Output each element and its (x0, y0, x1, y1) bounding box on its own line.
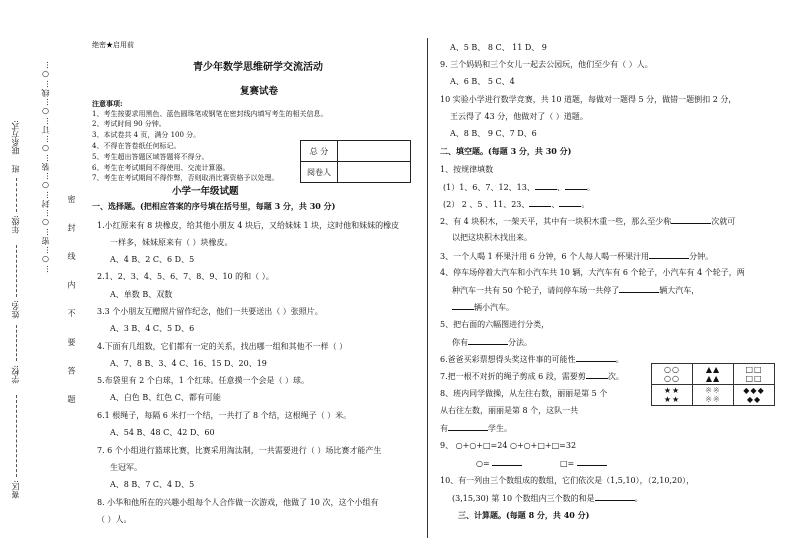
f8-text: 8、班内同学做操，从左往右数，丽丽是第 5 个 (440, 389, 608, 398)
section-choice: 一、选择题。(把相应答案的序号填在括号里，每题 3 分，共 30 分) (92, 201, 336, 211)
q7-text: 7. 6 个小组进行篮球比赛，比赛采用淘汰制，一共需要进行（ ）场比赛才能产生 (97, 446, 382, 455)
f5-text-b-a: 你有 (452, 338, 468, 347)
f8-blank[interactable] (448, 422, 488, 431)
f4-text-b (452, 284, 699, 296)
f3-blank[interactable] (649, 250, 689, 259)
f9-text: 9、 ○+○+□=24 ○+○+□+□=32 (440, 441, 577, 450)
f4-blank-2[interactable] (452, 301, 474, 310)
f1a-text: (1）1、6、7、12、13、 (443, 183, 535, 192)
grid-cell-diamonds (734, 385, 775, 406)
grader-label: 阅卷人 (301, 162, 338, 183)
f5-text-b-post: 分法。 (508, 338, 532, 347)
f9-blank-1[interactable] (492, 457, 522, 466)
f1-text: 1、按规律填数 (440, 165, 494, 174)
exam-subtitle: 复赛试卷 (240, 86, 279, 97)
school-line (16, 325, 17, 361)
q2-options: A、单数 B、双数 (110, 290, 173, 299)
grid-cell-squares (734, 364, 775, 385)
q1-options: A、4 B、2 C、6 D、5 (110, 255, 195, 264)
f7-blank[interactable] (586, 370, 608, 379)
q7-options: A、8 B、7 C、4 D、5 (110, 480, 195, 489)
f6-text-a: 6.爸爸买彩票想得头奖这件事的可能性 (440, 355, 576, 364)
squares-icon: □□ □□ (745, 365, 763, 383)
name-line (16, 245, 17, 297)
score-table (300, 140, 411, 183)
secret-mark: 绝密★启用前 (92, 41, 134, 49)
f7-text-post: 次。 (607, 372, 624, 381)
grid-cell-marks (693, 385, 734, 406)
section-fill: 二、填空题。(每题 3 分，共 30 分) (440, 146, 572, 156)
shape-grid (651, 363, 775, 406)
f8-text-b: 从右往左数，丽丽是第 8 个，这队一共 (440, 406, 579, 415)
f5-blank[interactable] (468, 336, 508, 345)
f10-text: 10、有一列由三个数组成的数组，它们依次是（1,5,10），（2,10,20）， (440, 476, 695, 485)
note-4: 4、不得在答卷纸任何标记。 (92, 142, 181, 150)
grid-cell-triangles (693, 364, 734, 385)
note-6: 6、考生在考试期间不得使用、交流计算器。 (92, 164, 230, 172)
f1b-blank-1[interactable] (529, 198, 551, 207)
q10-text: 10 实验小学进行数学竞赛，共 10 道题，每做对一题得 5 分，做错一题倒扣 2 分， (440, 95, 737, 104)
reference-marks-icon: ※※ ※※ (705, 386, 721, 404)
note-7: 7、考生在考试期间不得作弊，否则取消比赛资格予以处理。 (92, 174, 279, 182)
level-title: 小学一年级试题 (172, 186, 239, 197)
grid-cell-circles (652, 364, 693, 385)
f6-text: 6.爸爸买彩票想得头奖这件事的可能性 。 (440, 355, 624, 364)
f2-text-a: 2、有 4 块积木，一架天平，其中有一块积木重一些，那么至少称 (440, 217, 672, 226)
note-5: 5、考生超出答题区域答题将不得分。 (92, 153, 209, 161)
class-label: 班 (11, 165, 20, 173)
q6-options: A、54 B、48 C、42 D、60 (110, 428, 215, 437)
diamonds-icon: ◆◆◆ ◆◆ (743, 386, 765, 404)
f10-text-b-a: (3,15,30) 第 10 个数组内三个数的和是 (452, 494, 595, 503)
q8-text: 8. 小华和他所在的兴趣小组每个人合作做一次游戏，他做了 10 次，这个小组有 (97, 498, 379, 507)
name-label: 姓名: (11, 300, 20, 319)
f4-blank-1[interactable] (619, 284, 659, 293)
f1b: (2） 2 、5 、11、23、 、 。 (443, 200, 590, 209)
f9-answer-a-label: ○= (476, 459, 490, 468)
f3-text-post: 分钟。 (689, 252, 714, 261)
note-3: 3、本试卷共 4 页，满分 100 分。 (92, 131, 201, 139)
note-2: 2、考试时间 90 分钟。 (92, 120, 166, 128)
notes-title: 注意事项: (92, 99, 123, 108)
q8-options: A、5 B、 8 C、 11 D、 9 (450, 43, 547, 52)
score-total-label: 总 分 (301, 141, 338, 162)
circles-icon: ○○ ○○ (664, 365, 680, 383)
f2-text (440, 215, 735, 227)
q3-options: A、3 B、4 C、5 D、6 (110, 324, 195, 333)
f9-answer-b-label: □= (560, 459, 575, 468)
f8-text-c (440, 422, 512, 434)
seal-warning: 密 封 线 内 不 要 答 题 (67, 195, 76, 412)
f10-blank[interactable] (595, 492, 635, 501)
q3-text: 3.3 个小朋友互赠照片留作纪念，他们一共要送出（ ）张照片。 (97, 307, 323, 316)
exam-area-line (16, 395, 17, 477)
f3-text (440, 250, 713, 262)
f4-text-b-a: 种汽车一共有 50 个轮子，请问停车场一共停了 (452, 286, 620, 295)
f10-text-b: (3,15,30) 第 10 个数组内三个数的和是 。 (452, 494, 643, 503)
f3-text-a: 3、一个人喝 1 杯果汁用 6 分钟，6 个人每人喝一杯果汁用 (440, 252, 650, 261)
note-1: 1、考生按要求用黑色、蓝色圆珠笔或钢笔在密封线内填写考生的相关信息。 (92, 110, 328, 118)
f2-text-b: 以把这块积木找出来。 (452, 233, 532, 242)
f8-text-c-post: 学生。 (488, 424, 512, 433)
triangles-icon: ▲▲ ▲▲ (705, 365, 721, 383)
f1a: (1）1、6、7、12、13、 、 。 (443, 183, 595, 192)
grid-cell-stars (652, 385, 693, 406)
q5-text: 5.布袋里有 2 个白球，1 个红球。任意摸一个会是（ ）球。 (97, 376, 309, 385)
f1a-blank-1[interactable] (535, 181, 557, 190)
stars-icon: ★★ ★★ (663, 386, 681, 404)
column-divider (427, 38, 428, 538)
f2-text-post: 次就可 (711, 217, 736, 226)
grade-line (16, 178, 17, 212)
exam-area-label: 赛区: (11, 480, 20, 499)
f8-text-c-a: 有 (440, 424, 448, 433)
f2-blank[interactable] (671, 215, 711, 224)
grader-cell[interactable] (338, 162, 411, 183)
q8-text-b: （ ）人。 (97, 515, 132, 524)
f4-text: 4、停车场停着大汽车和小汽车共 10 辆，大汽车有 6 个轮子，小汽车有 4 个轮子，两 (440, 268, 745, 277)
f9-answer-b (560, 457, 607, 468)
q1-text: 1.小红原来有 8 块橡皮，给其他小朋友 4 块后，又给妹妹 1 块，这时他和妹妹的橡皮 (97, 221, 400, 230)
f4-text-c (452, 301, 514, 313)
f9-answer-a (476, 457, 522, 468)
f4-text-b-post: 辆大汽车， (659, 286, 700, 295)
q10-options: A、8 B、 9 C、7 D、6 (450, 129, 537, 138)
q5-options: A、白色 B、红色 C、都有可能 (110, 393, 221, 402)
q10-text-b: 王云得了 43 分，他做对了（ ）道题。 (450, 112, 588, 121)
q9-text: 9. 三个妈妈和三个女儿一起去公园玩，他们至少有（ ）人。 (440, 60, 653, 69)
score-total-cell[interactable] (338, 141, 411, 162)
q7-text-b: 生冠军。 (110, 463, 142, 472)
f9-blank-2[interactable] (577, 457, 607, 466)
f4-text-c-a: 辆小汽车。 (474, 303, 514, 312)
q4-options: A、7、8 B、3、4 C、16、15 D、20、19 (110, 359, 267, 368)
section-calc: 三、计算题。(每题 8 分，共 40 分) (458, 510, 590, 520)
q9-options: A、6 B、 5 C、4 (450, 77, 515, 86)
grade-label: 年级: (11, 215, 20, 234)
f1b-text: (2） 2 、5 、11、23、 (443, 200, 530, 209)
exam-title: 青少年数学思维研学交流活动 (193, 62, 323, 73)
q6-text: 6.1 根绳子，每隔 6 米打一个结，一共打了 8 个结，这根绳子（ ）米。 (97, 411, 352, 420)
f6-blank[interactable] (576, 353, 616, 362)
contact-label: 联系方式: (11, 120, 20, 155)
f7-text (440, 370, 624, 382)
seal-line: …○…密…○…封…○…装…○…订…○…线…○… (41, 60, 50, 273)
q2-text: 2.1、2、3、4、5、6、7、8、9、10 的和（ ）。 (97, 272, 274, 281)
f1b-blank-2[interactable] (559, 198, 581, 207)
q1-text-b: 一样多，妹妹原来有（ ）块橡皮。 (110, 238, 233, 247)
q4-text: 4.下面有几组数，它们都有一定的关系，找出哪一组和其他不一样（ ） (97, 342, 348, 351)
f7-text-a: 7.把一根不对折的绳子剪成 6 段，需要剪 (440, 372, 586, 381)
f1a-blank-2[interactable] (565, 181, 587, 190)
f5-text: 5、把右面的六幅图进行分类， (440, 320, 550, 329)
f5-text-b (452, 336, 532, 348)
school-label: 学校: (11, 365, 20, 384)
